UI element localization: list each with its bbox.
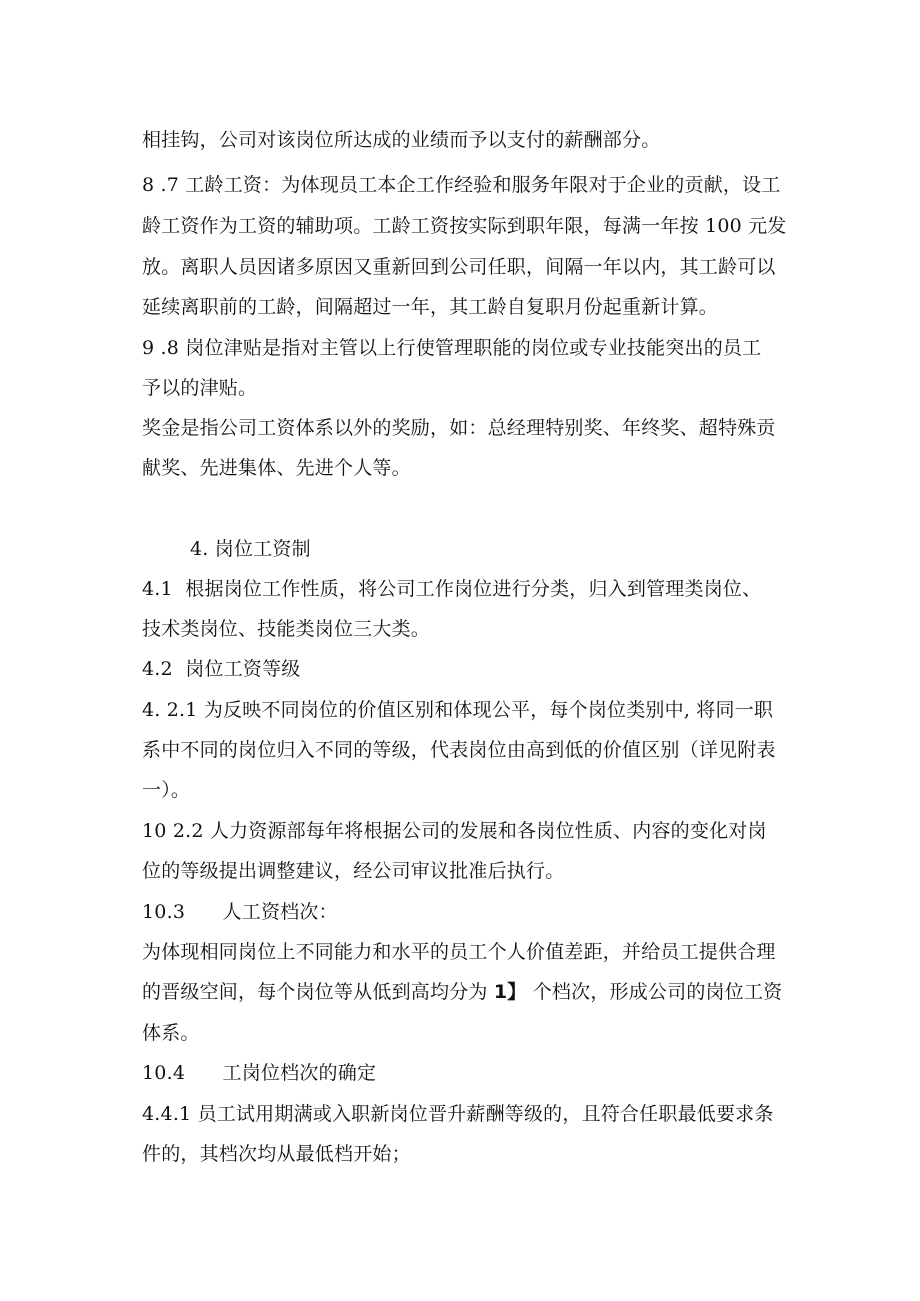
text-run: 的晋级空间，每个岗位等从低到高均分为 [142, 981, 488, 1003]
paragraph-line: 系中不同的岗位归入不同的等级，代表岗位由高到低的价值区别（详见附表 [142, 739, 776, 761]
paragraph-line: 为体现相同岗位上不同能力和水平的员工个人价值差距，并给员工提供合理 [142, 941, 776, 963]
paragraph-line: 4.4.1 员工试用期满或入职新岗位晋升薪酬等级的，且符合任职最低要求条 [142, 1103, 774, 1125]
paragraph-line: 技术类岗位、技能类岗位三大类。 [142, 618, 431, 640]
paragraph-line: 献奖、先进集体、先进个人等。 [142, 457, 411, 479]
paragraph-line: 予以的津贴。 [142, 377, 258, 399]
paragraph-line: 8 .7 工龄工资：为体现员工本企工作经验和服务年限对于企业的贡献，设工 [142, 174, 781, 196]
paragraph-line: 10 2.2 人力资源部每年将根据公司的发展和各岗位性质、内容的变化对岗 [142, 820, 767, 842]
paragraph-line: 4.1 根据岗位工作性质，将公司工作岗位进行分类，归入到管理类岗位、 [142, 578, 762, 600]
paragraph-line: 龄工资作为工资的辅助项。工龄工资按实际到职年限，每满一年按 100 元发 [142, 215, 787, 237]
paragraph-line: 一）。 [142, 779, 191, 801]
paragraph-line: 9 .8 岗位津贴是指对主管以上行使管理职能的岗位或专业技能突出的员工 [142, 337, 762, 359]
paragraph-line: 奖金是指公司工资体系以外的奖励，如：总经理特别奖、年终奖、超特殊贡 [142, 417, 776, 439]
section-heading: 4. 岗位工资制 [190, 538, 311, 560]
paragraph-line: 放。离职人员因诸多原因又重新回到公司任职，间隔一年以内，其工龄可以 [142, 256, 776, 278]
paragraph-line: 位的等级提出调整建议，经公司审议批准后执行。 [142, 860, 565, 882]
paragraph-line: 10.4 工岗位档次的确定 [142, 1062, 377, 1084]
paragraph-line: 10.3 人工资档次： [142, 901, 338, 923]
paragraph-line: 件的，其档次均从最低档开始； [142, 1143, 411, 1165]
paragraph-line: 延续离职前的工龄，间隔超过一年，其工龄自复职月份起重新计算。 [142, 296, 719, 318]
paragraph-line: 4.2 岗位工资等级 [142, 658, 301, 680]
paragraph-line: 4. 2.1 为反映不同岗位的价值区别和体现公平，每个岗位类别中, 将同一职 [142, 699, 774, 721]
paragraph-line: 相挂钩，公司对该岗位所达成的业绩而予以支付的薪酬部分。 [142, 129, 661, 151]
text-run: 个档次，形成公司的岗位工资 [532, 981, 783, 1003]
paragraph-line: 体系。 [142, 1022, 200, 1044]
level-count: 1】 [493, 981, 527, 1003]
paragraph-line [142, 980, 782, 1004]
